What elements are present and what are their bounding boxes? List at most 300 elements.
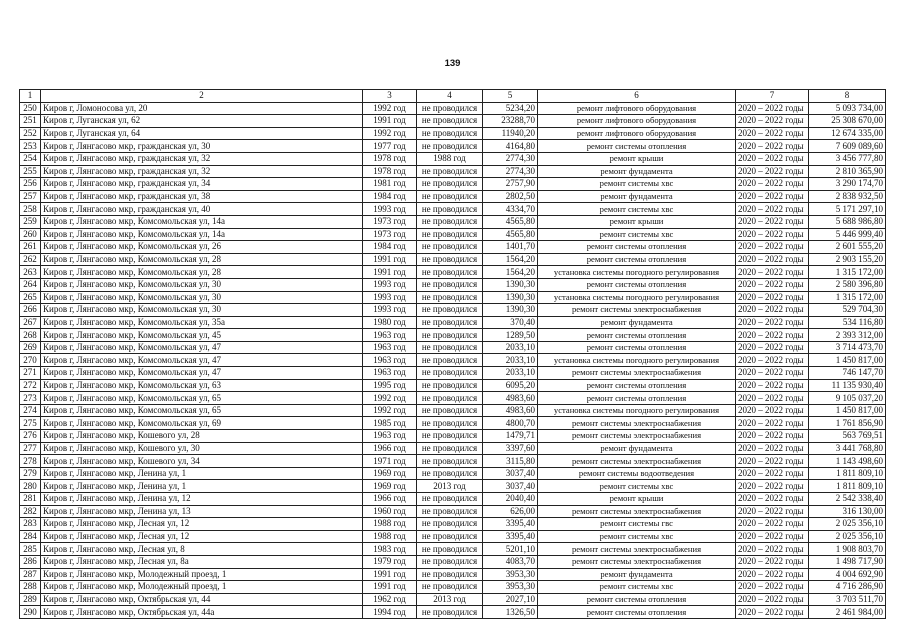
- cell-address: Киров г, Лянгасово мкр, Комсомольская ул, 30: [41, 291, 363, 304]
- cell-period: 2020 – 2022 годы: [736, 140, 809, 153]
- cell-row-number: 269: [20, 341, 41, 354]
- cell-area: 4983,60: [483, 404, 538, 417]
- cell-row-number: 272: [20, 379, 41, 392]
- cell-area: 1326,50: [483, 606, 538, 619]
- column-header: 2: [41, 90, 363, 103]
- cell-build-year: 1985 год: [363, 417, 417, 430]
- cell-work-type: ремонт системы электроснабжения: [538, 505, 736, 518]
- cell-last-repair-year: не проводился: [417, 253, 483, 266]
- cell-last-repair-year: не проводился: [417, 241, 483, 254]
- cell-build-year: 1966 год: [363, 493, 417, 506]
- cell-address: Киров г, Лянгасово мкр, Кошевого ул, 30: [41, 442, 363, 455]
- cell-area: 6095,20: [483, 379, 538, 392]
- table-row: [20, 367, 886, 380]
- capital-repair-table: [19, 89, 886, 619]
- cell-address: Киров г, Лянгасово мкр, Комсомольская ул, 63: [41, 379, 363, 392]
- cell-work-type: ремонт фундамента: [538, 190, 736, 203]
- cell-build-year: 1992 год: [363, 404, 417, 417]
- cell-area: 2033,10: [483, 341, 538, 354]
- cell-build-year: 1973 год: [363, 228, 417, 241]
- cell-address: Киров г, Лянгасово мкр, гражданская ул, 30: [41, 140, 363, 153]
- cell-period: 2020 – 2022 годы: [736, 127, 809, 140]
- cell-cost: 2 542 338,40: [809, 493, 886, 506]
- cell-cost: 563 769,51: [809, 430, 886, 443]
- table-row: [20, 593, 886, 606]
- cell-last-repair-year: не проводился: [417, 102, 483, 115]
- cell-address: Киров г, Лянгасово мкр, Лесная ул, 12: [41, 518, 363, 531]
- cell-row-number: 252: [20, 127, 41, 140]
- column-header: 4: [417, 90, 483, 103]
- cell-row-number: 256: [20, 178, 41, 191]
- table-row: [20, 152, 886, 165]
- cell-cost: 1 450 817,00: [809, 354, 886, 367]
- cell-address: Киров г, Лянгасово мкр, Октябрьская ул, 44: [41, 593, 363, 606]
- cell-row-number: 253: [20, 140, 41, 153]
- cell-area: 3037,40: [483, 480, 538, 493]
- cell-build-year: 1983 год: [363, 543, 417, 556]
- cell-period: 2020 – 2022 годы: [736, 291, 809, 304]
- table-row: [20, 430, 886, 443]
- cell-period: 2020 – 2022 годы: [736, 190, 809, 203]
- cell-row-number: 279: [20, 467, 41, 480]
- cell-row-number: 282: [20, 505, 41, 518]
- table-row: [20, 518, 886, 531]
- cell-cost: 5 171 297,10: [809, 203, 886, 216]
- table-row: [20, 228, 886, 241]
- cell-build-year: 1963 год: [363, 367, 417, 380]
- cell-build-year: 1963 год: [363, 354, 417, 367]
- cell-work-type: ремонт системы электроснабжения: [538, 304, 736, 317]
- cell-row-number: 255: [20, 165, 41, 178]
- cell-period: 2020 – 2022 годы: [736, 518, 809, 531]
- cell-area: 3953,30: [483, 568, 538, 581]
- cell-area: 1479,71: [483, 430, 538, 443]
- cell-area: 4334,70: [483, 203, 538, 216]
- cell-last-repair-year: не проводился: [417, 543, 483, 556]
- cell-cost: 1 315 172,00: [809, 291, 886, 304]
- cell-last-repair-year: не проводился: [417, 354, 483, 367]
- cell-period: 2020 – 2022 годы: [736, 568, 809, 581]
- cell-period: 2020 – 2022 годы: [736, 467, 809, 480]
- cell-last-repair-year: не проводился: [417, 430, 483, 443]
- cell-last-repair-year: 1988 год: [417, 152, 483, 165]
- cell-build-year: 1977 год: [363, 140, 417, 153]
- cell-address: Киров г, Лянгасово мкр, Комсомольская ул, 30: [41, 278, 363, 291]
- cell-row-number: 265: [20, 291, 41, 304]
- cell-row-number: 280: [20, 480, 41, 493]
- cell-address: Киров г, Лянгасово мкр, Комсомольская ул, 65: [41, 404, 363, 417]
- cell-build-year: 1963 год: [363, 430, 417, 443]
- cell-address: Киров г, Лянгасово мкр, Лесная ул, 12: [41, 530, 363, 543]
- cell-period: 2020 – 2022 годы: [736, 392, 809, 405]
- cell-row-number: 281: [20, 493, 41, 506]
- cell-last-repair-year: не проводился: [417, 266, 483, 279]
- cell-row-number: 260: [20, 228, 41, 241]
- cell-period: 2020 – 2022 годы: [736, 593, 809, 606]
- cell-work-type: ремонт фундамента: [538, 316, 736, 329]
- cell-address: Киров г, Лянгасово мкр, Ленина ул, 13: [41, 505, 363, 518]
- cell-cost: 11 135 930,40: [809, 379, 886, 392]
- cell-last-repair-year: не проводился: [417, 442, 483, 455]
- table-row: [20, 555, 886, 568]
- table-row: [20, 266, 886, 279]
- cell-area: 3397,60: [483, 442, 538, 455]
- table-row: [20, 392, 886, 405]
- cell-period: 2020 – 2022 годы: [736, 215, 809, 228]
- cell-row-number: 290: [20, 606, 41, 619]
- cell-period: 2020 – 2022 годы: [736, 530, 809, 543]
- cell-work-type: установка системы погодного регулирования: [538, 404, 736, 417]
- cell-area: 23288,70: [483, 115, 538, 128]
- cell-cost: 4 004 692,90: [809, 568, 886, 581]
- cell-row-number: 277: [20, 442, 41, 455]
- cell-build-year: 1969 год: [363, 480, 417, 493]
- table-body: [20, 102, 886, 618]
- table-row: [20, 354, 886, 367]
- cell-row-number: 258: [20, 203, 41, 216]
- cell-address: Киров г, Лянгасово мкр, Ленина ул, 1: [41, 480, 363, 493]
- table-row: [20, 493, 886, 506]
- cell-last-repair-year: 2013 год: [417, 480, 483, 493]
- cell-last-repair-year: не проводился: [417, 404, 483, 417]
- cell-work-type: установка системы погодного регулирования: [538, 354, 736, 367]
- cell-row-number: 285: [20, 543, 41, 556]
- cell-last-repair-year: 2013 год: [417, 593, 483, 606]
- cell-work-type: ремонт системы хвс: [538, 203, 736, 216]
- cell-address: Киров г, Лянгасово мкр, Комсомольская ул, 69: [41, 417, 363, 430]
- cell-period: 2020 – 2022 годы: [736, 417, 809, 430]
- table-row: [20, 505, 886, 518]
- table-row: [20, 606, 886, 619]
- cell-address: Киров г, Лянгасово мкр, Комсомольская ул, 28: [41, 253, 363, 266]
- cell-build-year: 1984 год: [363, 190, 417, 203]
- cell-row-number: 259: [20, 215, 41, 228]
- cell-build-year: 1979 год: [363, 555, 417, 568]
- cell-area: 1390,30: [483, 278, 538, 291]
- cell-build-year: 1984 год: [363, 241, 417, 254]
- cell-area: 3395,40: [483, 530, 538, 543]
- cell-period: 2020 – 2022 годы: [736, 178, 809, 191]
- cell-row-number: 276: [20, 430, 41, 443]
- cell-period: 2020 – 2022 годы: [736, 442, 809, 455]
- cell-address: Киров г, Лянгасово мкр, Комсомольская ул, 47: [41, 367, 363, 380]
- cell-build-year: 1991 год: [363, 581, 417, 594]
- cell-row-number: 264: [20, 278, 41, 291]
- table-row: [20, 127, 886, 140]
- cell-area: 1390,30: [483, 304, 538, 317]
- cell-address: Киров г, Лянгасово мкр, Комсомольская ул, 65: [41, 392, 363, 405]
- cell-build-year: 1994 год: [363, 606, 417, 619]
- table-row: [20, 190, 886, 203]
- cell-work-type: ремонт фундамента: [538, 442, 736, 455]
- cell-area: 2027,10: [483, 593, 538, 606]
- cell-work-type: ремонт крыши: [538, 493, 736, 506]
- cell-cost: 2 025 356,10: [809, 518, 886, 531]
- cell-last-repair-year: не проводился: [417, 278, 483, 291]
- cell-address: Киров г, Лянгасово мкр, гражданская ул, 40: [41, 203, 363, 216]
- cell-period: 2020 – 2022 годы: [736, 480, 809, 493]
- cell-work-type: ремонт системы электроснабжения: [538, 455, 736, 468]
- cell-cost: 2 838 932,50: [809, 190, 886, 203]
- table-row: [20, 442, 886, 455]
- cell-cost: 4 716 286,90: [809, 581, 886, 594]
- cell-cost: 2 393 312,00: [809, 329, 886, 342]
- cell-last-repair-year: не проводился: [417, 493, 483, 506]
- cell-cost: 316 130,00: [809, 505, 886, 518]
- cell-work-type: ремонт системы водоотведения: [538, 467, 736, 480]
- cell-work-type: ремонт системы гвс: [538, 518, 736, 531]
- cell-work-type: ремонт системы электроснабжения: [538, 543, 736, 556]
- cell-address: Киров г, Лянгасово мкр, Молодежный проезд, 1: [41, 568, 363, 581]
- table-row: [20, 543, 886, 556]
- column-header: 3: [363, 90, 417, 103]
- column-header: 5: [483, 90, 538, 103]
- table-row: [20, 140, 886, 153]
- cell-cost: 1 811 809,10: [809, 467, 886, 480]
- table-row: [20, 215, 886, 228]
- cell-work-type: ремонт системы отопления: [538, 379, 736, 392]
- cell-cost: 2 810 365,90: [809, 165, 886, 178]
- cell-last-repair-year: не проводился: [417, 178, 483, 191]
- cell-build-year: 1993 год: [363, 203, 417, 216]
- table-row: [20, 115, 886, 128]
- cell-cost: 5 093 734,00: [809, 102, 886, 115]
- cell-period: 2020 – 2022 годы: [736, 367, 809, 380]
- cell-row-number: 283: [20, 518, 41, 531]
- cell-last-repair-year: не проводился: [417, 203, 483, 216]
- cell-row-number: 254: [20, 152, 41, 165]
- cell-work-type: установка системы погодного регулирования: [538, 291, 736, 304]
- cell-area: 2033,10: [483, 367, 538, 380]
- cell-area: 5201,10: [483, 543, 538, 556]
- cell-work-type: ремонт системы электроснабжения: [538, 430, 736, 443]
- table-row: [20, 404, 886, 417]
- table-row: [20, 241, 886, 254]
- cell-work-type: ремонт системы хвс: [538, 530, 736, 543]
- cell-cost: 25 308 670,00: [809, 115, 886, 128]
- table-row: [20, 253, 886, 266]
- cell-work-type: ремонт крыши: [538, 215, 736, 228]
- cell-last-repair-year: не проводился: [417, 165, 483, 178]
- cell-build-year: 1992 год: [363, 127, 417, 140]
- cell-address: Киров г, Лянгасово мкр, Молодежный проезд, 1: [41, 581, 363, 594]
- cell-address: Киров г, Лянгасово мкр, гражданская ул, 38: [41, 190, 363, 203]
- cell-row-number: 273: [20, 392, 41, 405]
- cell-period: 2020 – 2022 годы: [736, 505, 809, 518]
- cell-row-number: 263: [20, 266, 41, 279]
- cell-area: 1564,20: [483, 253, 538, 266]
- cell-cost: 1 761 856,90: [809, 417, 886, 430]
- cell-cost: 1 143 498,60: [809, 455, 886, 468]
- cell-build-year: 1992 год: [363, 392, 417, 405]
- cell-last-repair-year: не проводился: [417, 341, 483, 354]
- cell-build-year: 1963 год: [363, 329, 417, 342]
- cell-work-type: ремонт системы отопления: [538, 253, 736, 266]
- cell-work-type: ремонт лифтового оборудования: [538, 127, 736, 140]
- cell-area: 1390,30: [483, 291, 538, 304]
- cell-area: 3037,40: [483, 467, 538, 480]
- cell-cost: 2 903 155,20: [809, 253, 886, 266]
- table-row: [20, 568, 886, 581]
- cell-build-year: 1981 год: [363, 178, 417, 191]
- cell-cost: 5 446 999,40: [809, 228, 886, 241]
- cell-area: 4800,70: [483, 417, 538, 430]
- table-row: [20, 178, 886, 191]
- table-row: [20, 316, 886, 329]
- cell-build-year: 1960 год: [363, 505, 417, 518]
- cell-row-number: 274: [20, 404, 41, 417]
- cell-row-number: 251: [20, 115, 41, 128]
- cell-last-repair-year: не проводился: [417, 190, 483, 203]
- cell-row-number: 287: [20, 568, 41, 581]
- cell-build-year: 1993 год: [363, 278, 417, 291]
- cell-work-type: ремонт системы отопления: [538, 341, 736, 354]
- cell-row-number: 270: [20, 354, 41, 367]
- cell-area: 2040,40: [483, 493, 538, 506]
- cell-area: 370,40: [483, 316, 538, 329]
- cell-row-number: 268: [20, 329, 41, 342]
- cell-row-number: 250: [20, 102, 41, 115]
- cell-period: 2020 – 2022 годы: [736, 278, 809, 291]
- cell-work-type: ремонт системы хвс: [538, 228, 736, 241]
- cell-address: Киров г, Ломоносова ул, 20: [41, 102, 363, 115]
- cell-area: 3953,30: [483, 581, 538, 594]
- cell-build-year: 1980 год: [363, 316, 417, 329]
- cell-area: 1564,20: [483, 266, 538, 279]
- cell-period: 2020 – 2022 годы: [736, 354, 809, 367]
- cell-period: 2020 – 2022 годы: [736, 253, 809, 266]
- cell-last-repair-year: не проводился: [417, 530, 483, 543]
- cell-build-year: 1963 год: [363, 341, 417, 354]
- cell-address: Киров г, Лянгасово мкр, Лесная ул, 8а: [41, 555, 363, 568]
- cell-address: Киров г, Лянгасово мкр, Комсомольская ул, 28: [41, 266, 363, 279]
- cell-last-repair-year: не проводился: [417, 555, 483, 568]
- cell-period: 2020 – 2022 годы: [736, 165, 809, 178]
- cell-cost: 12 674 335,00: [809, 127, 886, 140]
- cell-row-number: 271: [20, 367, 41, 380]
- cell-work-type: ремонт системы хвс: [538, 178, 736, 191]
- cell-cost: 3 703 511,70: [809, 593, 886, 606]
- cell-build-year: 1978 год: [363, 152, 417, 165]
- cell-build-year: 1991 год: [363, 568, 417, 581]
- cell-address: Киров г, Луганская ул, 62: [41, 115, 363, 128]
- cell-row-number: 261: [20, 241, 41, 254]
- cell-cost: 5 688 986,80: [809, 215, 886, 228]
- cell-last-repair-year: не проводился: [417, 140, 483, 153]
- cell-period: 2020 – 2022 годы: [736, 115, 809, 128]
- cell-area: 11940,20: [483, 127, 538, 140]
- cell-area: 4565,80: [483, 215, 538, 228]
- cell-row-number: 267: [20, 316, 41, 329]
- cell-address: Киров г, Лянгасово мкр, Комсомольская ул, 45: [41, 329, 363, 342]
- cell-row-number: 275: [20, 417, 41, 430]
- cell-build-year: 1969 год: [363, 467, 417, 480]
- table-row: [20, 102, 886, 115]
- cell-period: 2020 – 2022 годы: [736, 266, 809, 279]
- cell-cost: 1 811 809,10: [809, 480, 886, 493]
- cell-build-year: 1971 год: [363, 455, 417, 468]
- cell-area: 3115,80: [483, 455, 538, 468]
- cell-work-type: ремонт системы электроснабжения: [538, 417, 736, 430]
- cell-build-year: 1992 год: [363, 102, 417, 115]
- cell-address: Киров г, Лянгасово мкр, Комсомольская ул, 47: [41, 354, 363, 367]
- cell-address: Киров г, Лянгасово мкр, Кошевого ул, 34: [41, 455, 363, 468]
- cell-address: Киров г, Лянгасово мкр, Комсомольская ул, 47: [41, 341, 363, 354]
- cell-build-year: 1991 год: [363, 115, 417, 128]
- cell-work-type: ремонт системы отопления: [538, 278, 736, 291]
- cell-cost: 746 147,70: [809, 367, 886, 380]
- cell-build-year: 1995 год: [363, 379, 417, 392]
- cell-period: 2020 – 2022 годы: [736, 241, 809, 254]
- cell-last-repair-year: не проводился: [417, 215, 483, 228]
- cell-last-repair-year: не проводился: [417, 417, 483, 430]
- cell-cost: 2 461 984,00: [809, 606, 886, 619]
- cell-area: 4164,80: [483, 140, 538, 153]
- cell-work-type: ремонт системы отопления: [538, 593, 736, 606]
- cell-last-repair-year: не проводился: [417, 518, 483, 531]
- cell-last-repair-year: не проводился: [417, 581, 483, 594]
- cell-area: 3395,40: [483, 518, 538, 531]
- cell-row-number: 262: [20, 253, 41, 266]
- cell-area: 1401,70: [483, 241, 538, 254]
- table-row: [20, 467, 886, 480]
- cell-build-year: 1962 год: [363, 593, 417, 606]
- cell-period: 2020 – 2022 годы: [736, 555, 809, 568]
- cell-last-repair-year: не проводился: [417, 291, 483, 304]
- cell-work-type: ремонт системы электроснабжения: [538, 367, 736, 380]
- cell-area: 1289,50: [483, 329, 538, 342]
- cell-period: 2020 – 2022 годы: [736, 581, 809, 594]
- cell-cost: 1 450 817,00: [809, 404, 886, 417]
- cell-cost: 1 315 172,00: [809, 266, 886, 279]
- cell-work-type: ремонт системы электроснабжения: [538, 555, 736, 568]
- cell-build-year: 1991 год: [363, 253, 417, 266]
- cell-last-repair-year: не проводился: [417, 316, 483, 329]
- cell-period: 2020 – 2022 годы: [736, 102, 809, 115]
- cell-address: Киров г, Лянгасово мкр, Ленина ул, 1: [41, 467, 363, 480]
- cell-last-repair-year: не проводился: [417, 329, 483, 342]
- cell-address: Киров г, Лянгасово мкр, Комсомольская ул, 26: [41, 241, 363, 254]
- cell-period: 2020 – 2022 годы: [736, 152, 809, 165]
- cell-last-repair-year: не проводился: [417, 228, 483, 241]
- cell-area: 2757,90: [483, 178, 538, 191]
- cell-period: 2020 – 2022 годы: [736, 430, 809, 443]
- cell-address: Киров г, Луганская ул, 64: [41, 127, 363, 140]
- cell-build-year: 1988 год: [363, 518, 417, 531]
- table-row: [20, 417, 886, 430]
- cell-area: 2774,30: [483, 152, 538, 165]
- cell-last-repair-year: не проводился: [417, 568, 483, 581]
- cell-area: 2802,50: [483, 190, 538, 203]
- cell-address: Киров г, Лянгасово мкр, Комсомольская ул, 30: [41, 304, 363, 317]
- cell-build-year: 1966 год: [363, 442, 417, 455]
- table-row: [20, 329, 886, 342]
- table-row: [20, 341, 886, 354]
- cell-cost: 2 580 396,80: [809, 278, 886, 291]
- cell-cost: 2 025 356,10: [809, 530, 886, 543]
- cell-area: 4565,80: [483, 228, 538, 241]
- cell-period: 2020 – 2022 годы: [736, 493, 809, 506]
- cell-area: 4083,70: [483, 555, 538, 568]
- cell-address: Киров г, Лянгасово мкр, гражданская ул, 34: [41, 178, 363, 191]
- cell-last-repair-year: не проводился: [417, 505, 483, 518]
- column-header: 7: [736, 90, 809, 103]
- cell-last-repair-year: не проводился: [417, 367, 483, 380]
- cell-cost: 1 908 803,70: [809, 543, 886, 556]
- cell-cost: 1 498 717,90: [809, 555, 886, 568]
- cell-last-repair-year: не проводился: [417, 127, 483, 140]
- cell-period: 2020 – 2022 годы: [736, 203, 809, 216]
